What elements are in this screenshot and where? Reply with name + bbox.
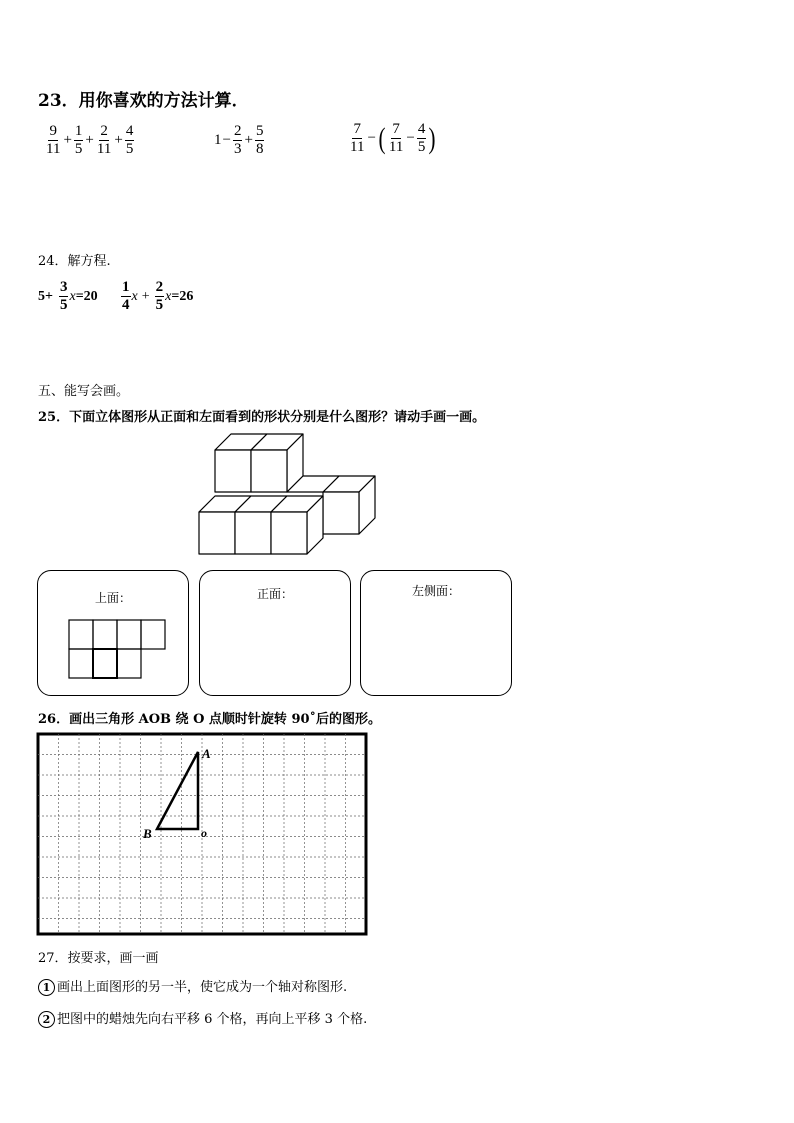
front-view-label: 正面： (256, 587, 293, 601)
q26-title: 26．画出三角形 AOB 绕 O 点顺时针旋转 90˚后的图形。 (38, 712, 382, 727)
q27-item-1 (38, 976, 347, 996)
left-view-label: 左侧面： (411, 584, 460, 598)
section-five-title: 五、能写会画。 (38, 384, 130, 399)
equation-tail: =20 (75, 288, 98, 304)
circled-number: 2 (38, 1011, 55, 1028)
left-view-box[interactable] (360, 570, 512, 696)
equation-lead: 5+ (38, 288, 53, 304)
operator: − (367, 130, 376, 146)
point-a-label: A (202, 746, 211, 761)
variable: x (165, 288, 172, 304)
fraction: $\frac{2}{11}$ (96, 123, 112, 157)
fraction: $\frac{3}{5}$ (59, 279, 68, 313)
q23-expression-3 (348, 122, 437, 155)
variable: x (69, 288, 76, 304)
left-paren: ( (378, 121, 386, 155)
q27-item-2-text: 把图中的蜡烛先向右平移 6 个格，再向上平移 3 个格. (57, 1012, 368, 1027)
point-o-label: o (201, 826, 207, 840)
fraction: $\frac{5}{8}$ (255, 123, 264, 157)
circled-number: 1 (38, 979, 55, 996)
point-b-label: B (143, 826, 152, 841)
fraction: $\frac{4}{5}$ (125, 123, 134, 157)
cube-solid-figure (195, 430, 380, 558)
q24-equation-2 (120, 280, 193, 313)
fraction: $\frac{2}{3}$ (233, 123, 242, 157)
q25-title: 25．下面立体图形从正面和左面看到的形状分别是什么图形？请动手画一画。 (38, 410, 486, 425)
right-paren: ) (428, 121, 436, 155)
fraction: $\frac{1}{4}$ (122, 279, 130, 313)
q23-title: 23．用你喜欢的方法计算． (38, 91, 249, 111)
fraction: $\frac{7}{11}$ (350, 121, 365, 155)
q23-expression-1 (44, 124, 135, 157)
operator: + (244, 132, 253, 148)
q24-equation-1 (38, 280, 98, 313)
front-view-box[interactable] (199, 570, 351, 696)
operator: − (222, 132, 231, 148)
q24-title: 24．解方程. (38, 254, 111, 269)
top-view-label: 上面： (94, 591, 131, 605)
q27-item-1-text: 画出上面图形的另一半，使它成为一个轴对称图形. (57, 980, 348, 995)
q27-item-2 (38, 1008, 367, 1028)
fraction: $\frac{7}{11}$ (388, 121, 404, 155)
top-view-grid (68, 619, 168, 681)
top-view-box (37, 570, 189, 696)
fraction: $\frac{1}{5}$ (74, 123, 83, 157)
fraction: $\frac{4}{5}$ (417, 121, 426, 155)
rotation-grid[interactable] (36, 732, 370, 938)
q23-expression-2 (214, 124, 265, 157)
fraction: $\frac{2}{5}$ (155, 279, 164, 313)
operator: + (141, 288, 150, 304)
number: 1 (214, 132, 222, 148)
q27-title: 27．按要求，画一画 (38, 951, 159, 966)
operator: + (63, 132, 72, 148)
equation-tail: =26 (171, 288, 194, 304)
operator: + (114, 132, 123, 148)
operator: + (85, 132, 94, 148)
variable: x (131, 288, 138, 304)
operator: − (406, 130, 415, 146)
fraction: $\frac{9}{11}$ (46, 123, 61, 157)
